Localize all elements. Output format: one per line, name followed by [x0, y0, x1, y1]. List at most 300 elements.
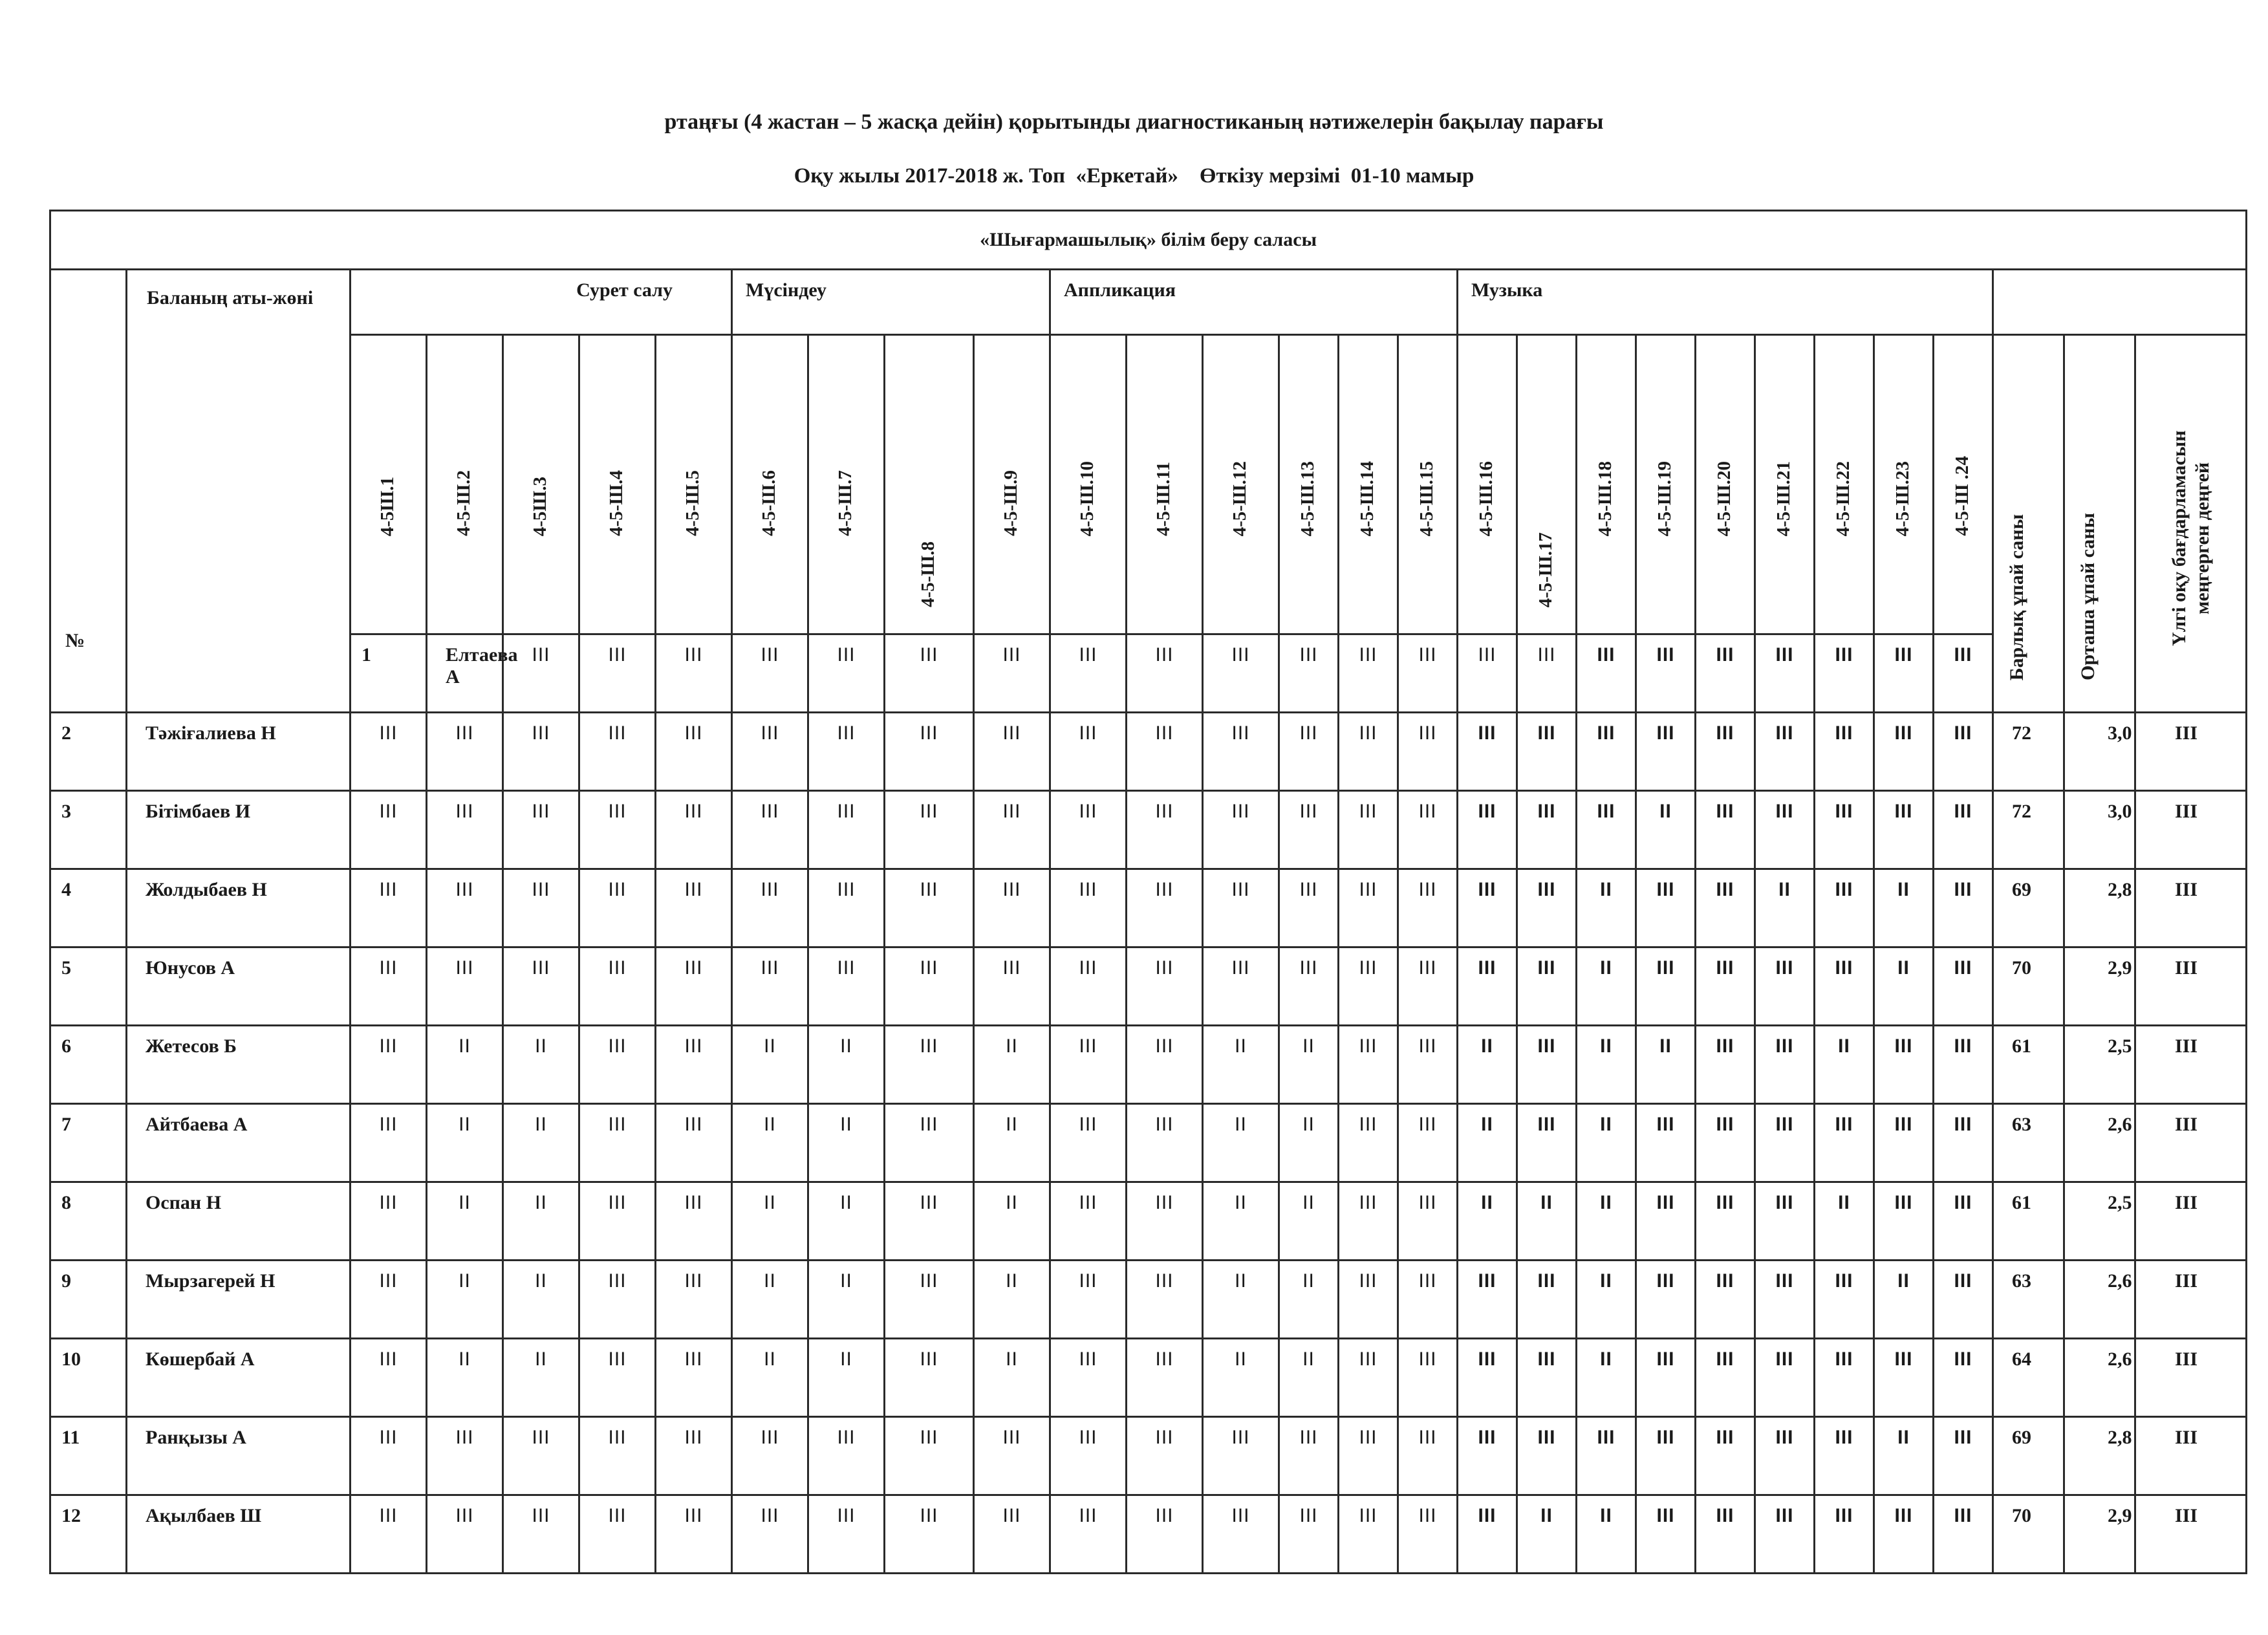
level-cell: II: [503, 1182, 579, 1261]
level-cell: III: [656, 713, 732, 791]
level-cell: II: [427, 1026, 503, 1104]
criterion-code-header: [427, 335, 503, 634]
level-cell: III: [1127, 869, 1203, 947]
level-cell: III: [1339, 1104, 1398, 1182]
total-score: 69: [1993, 1417, 2064, 1495]
level-cell: III: [1696, 713, 1755, 791]
level-cell: III: [1050, 1104, 1127, 1182]
level-cell: II: [1458, 1026, 1517, 1104]
level-cell: III: [1934, 1261, 1993, 1339]
level-cell: III: [1279, 634, 1339, 713]
criterion-code-header: [1517, 335, 1577, 634]
child-name: Ранқызы А: [127, 1417, 351, 1495]
level-cell: III: [1339, 869, 1398, 947]
total-score: 61: [1993, 1026, 2064, 1104]
level-cell: III: [1755, 791, 1815, 869]
level-cell: III: [1398, 1495, 1458, 1574]
level-cell: III: [1636, 869, 1696, 947]
criterion-code-header: [1050, 335, 1127, 634]
level-cell: III: [974, 791, 1050, 869]
name-header: Баланың аты-жөні: [127, 270, 351, 713]
level-cell: III: [1636, 634, 1696, 713]
level-cell: III: [1398, 791, 1458, 869]
criterion-code-header: [1339, 335, 1398, 634]
level-cell: III: [885, 713, 974, 791]
level-cell: II: [732, 1261, 808, 1339]
sheet-subtitle: Оқу жылы 2017-2018 ж. Топ «Еркетай» Өткізу мерзімі 01-10 мамыр: [794, 164, 1474, 188]
level-cell: II: [503, 1104, 579, 1182]
child-name: Жолдыбаев Н: [127, 869, 351, 947]
level-cell: II: [974, 1104, 1050, 1182]
level-cell: III: [1577, 791, 1636, 869]
average-score: 2,8: [2064, 1417, 2135, 1495]
level-cell: III: [1934, 947, 1993, 1026]
level-cell: III: [732, 634, 808, 713]
level-cell: III: [1279, 713, 1339, 791]
level-cell: III: [1127, 1495, 1203, 1574]
table-row: [50, 947, 2247, 1026]
level-cell: III: [1755, 1026, 1815, 1104]
total-score: 63: [1993, 1261, 2064, 1339]
row-number: 4: [50, 869, 127, 947]
level-cell: III: [579, 1261, 656, 1339]
child-name: Тәжіғалиева Н: [127, 713, 351, 791]
level-cell: III: [808, 713, 885, 791]
level-cell: II: [1577, 1495, 1636, 1574]
level-cell: III: [1339, 947, 1398, 1026]
criterion-code: 4-5-Ш.18: [1594, 460, 1615, 536]
level-cell: III: [1874, 1495, 1934, 1574]
row-number: 3: [50, 791, 127, 869]
row-number: 7: [50, 1104, 127, 1182]
average-score: 2,5: [2064, 1026, 2135, 1104]
level-cell: III: [1279, 869, 1339, 947]
level-cell: III: [351, 1182, 427, 1261]
level-cell: III: [732, 1495, 808, 1574]
level-cell: II: [974, 1026, 1050, 1104]
level-cell: III: [1050, 947, 1127, 1026]
average-score: 2,6: [2064, 1261, 2135, 1339]
level-cell: III: [1339, 791, 1398, 869]
criterion-code-header: [656, 335, 732, 634]
child-name: Көшербай А: [127, 1339, 351, 1417]
level-cell: III: [1203, 1417, 1279, 1495]
table-row: [50, 1104, 2247, 1182]
criterion-code: 4-5-Ш.9: [1000, 470, 1021, 536]
level-cell: III: [1458, 1417, 1517, 1495]
level-cell: II: [427, 1182, 503, 1261]
level-cell: III: [1934, 869, 1993, 947]
level-cell: III: [1815, 1104, 1874, 1182]
level-cell: II: [1517, 1182, 1577, 1261]
level-cell: III: [1398, 947, 1458, 1026]
level-cell: III: [885, 947, 974, 1026]
row-number: 8: [50, 1182, 127, 1261]
level-cell: III: [1279, 1417, 1339, 1495]
level-cell: III: [1577, 1417, 1636, 1495]
level-cell: III: [1050, 634, 1127, 713]
criterion-code: 4-5-Ш.13: [1297, 460, 1318, 536]
level-cell: III: [1755, 1417, 1815, 1495]
level-cell: III: [656, 1026, 732, 1104]
level-cell: III: [656, 947, 732, 1026]
level-cell: III: [1934, 1104, 1993, 1182]
level-cell: III: [1458, 1339, 1517, 1417]
level-cell: II: [1203, 1026, 1279, 1104]
level-cell: III: [1398, 1417, 1458, 1495]
level-cell: III: [885, 1182, 974, 1261]
group-header: Аппликация: [1050, 270, 1458, 335]
level-cell: III: [1815, 1495, 1874, 1574]
total-score: 70: [1993, 1495, 2064, 1574]
level-cell: III: [1458, 634, 1517, 713]
criterion-code-header: [1755, 335, 1815, 634]
level-cell: III: [1517, 791, 1577, 869]
level-cell: II: [1279, 1261, 1339, 1339]
criterion-code: 4-5Ш.3: [529, 476, 550, 536]
criterion-code-header: [1279, 335, 1339, 634]
table-row: [50, 1026, 2247, 1104]
level-cell: III: [427, 1417, 503, 1495]
level-cell: II: [1577, 1261, 1636, 1339]
level-cell: II: [1815, 1182, 1874, 1261]
child-name: Юнусов А: [127, 947, 351, 1026]
level-cell: III: [808, 869, 885, 947]
level-cell: III: [1050, 1339, 1127, 1417]
level-cell: III: [1755, 947, 1815, 1026]
level-cell: III: [656, 1339, 732, 1417]
level-cell: III: [579, 1417, 656, 1495]
level-cell: III: [351, 1261, 427, 1339]
level-cell: III: [1398, 869, 1458, 947]
level-cell: III: [1696, 1104, 1755, 1182]
row-number: 9: [50, 1261, 127, 1339]
mastery-level: III: [2135, 1182, 2247, 1261]
row-number: 11: [50, 1417, 127, 1495]
level-cell: III: [579, 1339, 656, 1417]
average-score: 2,8: [2064, 869, 2135, 947]
level-cell: III: [351, 1339, 427, 1417]
level-cell: III: [1398, 1104, 1458, 1182]
level-cell: III: [1339, 1182, 1398, 1261]
level-cell: III: [1203, 791, 1279, 869]
table-row: [50, 634, 2247, 713]
level-cell: II: [1815, 1026, 1874, 1104]
table-row: [50, 1339, 2247, 1417]
level-cell: III: [732, 713, 808, 791]
level-cell: III: [885, 869, 974, 947]
level-cell: II: [503, 1026, 579, 1104]
level-cell: III: [656, 1104, 732, 1182]
mastery-level: III: [2135, 791, 2247, 869]
level-cell: II: [1577, 1026, 1636, 1104]
level-cell: III: [1696, 1261, 1755, 1339]
level-cell: III: [1696, 791, 1755, 869]
level-cell: III: [885, 1417, 974, 1495]
level-cell: II: [1458, 1104, 1517, 1182]
criterion-code: 4-5-Ш.2: [453, 470, 474, 536]
level-cell: II: [974, 1182, 1050, 1261]
level-cell: III: [579, 791, 656, 869]
level-cell: III: [1815, 1417, 1874, 1495]
level-cell: III: [1517, 1104, 1577, 1182]
level-cell: III: [1127, 1261, 1203, 1339]
level-cell: III: [1050, 1495, 1127, 1574]
criterion-code: 4-5-Ш.22: [1832, 460, 1853, 536]
criterion-code-header: [351, 335, 427, 634]
criterion-code: 4-5-Ш.17: [1535, 532, 1556, 607]
level-cell: III: [1755, 634, 1815, 713]
level-cell: III: [732, 869, 808, 947]
table-row: [50, 1182, 2247, 1261]
summary-header: [1993, 335, 2064, 713]
criterion-code: 4-5-Ш.12: [1229, 460, 1250, 536]
level-cell: II: [427, 1104, 503, 1182]
criterion-code-header: [1203, 335, 1279, 634]
child-name: Елтаева А: [427, 634, 503, 713]
child-name: Ақылбаев Ш: [127, 1495, 351, 1574]
average-score: 2,6: [2064, 1339, 2135, 1417]
level-cell: III: [732, 947, 808, 1026]
level-cell: III: [503, 1417, 579, 1495]
level-cell: III: [427, 1495, 503, 1574]
level-cell: III: [1636, 1104, 1696, 1182]
level-cell: III: [1517, 869, 1577, 947]
level-cell: III: [1755, 1495, 1815, 1574]
level-cell: III: [1339, 1026, 1398, 1104]
level-cell: III: [974, 713, 1050, 791]
level-cell: III: [1696, 1339, 1755, 1417]
level-cell: III: [974, 947, 1050, 1026]
table-row: [50, 1495, 2247, 1574]
mastery-level: III: [2135, 1104, 2247, 1182]
average-score: 2,6: [2064, 1104, 2135, 1182]
level-cell: III: [656, 869, 732, 947]
level-cell: II: [1577, 1182, 1636, 1261]
level-cell: II: [974, 1339, 1050, 1417]
level-cell: III: [1815, 1261, 1874, 1339]
level-cell: III: [1339, 634, 1398, 713]
level-cell: III: [732, 791, 808, 869]
level-cell: III: [1934, 1339, 1993, 1417]
table-row: [50, 791, 2247, 869]
level-cell: III: [1755, 713, 1815, 791]
level-cell: III: [1874, 1104, 1934, 1182]
row-number: 1: [351, 634, 427, 713]
level-cell: III: [1636, 1261, 1696, 1339]
level-cell: II: [1755, 869, 1815, 947]
level-cell: III: [656, 1261, 732, 1339]
level-cell: II: [1203, 1339, 1279, 1417]
level-cell: III: [656, 1182, 732, 1261]
criterion-code: 4-5-Ш.16: [1475, 460, 1496, 536]
criterion-code: 4-5-Ш.14: [1356, 460, 1377, 536]
level-cell: III: [1339, 1495, 1398, 1574]
criterion-code: 4-5-Ш.20: [1713, 460, 1734, 536]
table-row: [50, 713, 2247, 791]
level-cell: II: [1577, 1339, 1636, 1417]
level-cell: III: [1696, 869, 1755, 947]
level-cell: III: [885, 1026, 974, 1104]
table-row: [50, 1417, 2247, 1495]
total-score: 69: [1993, 869, 2064, 947]
level-cell: II: [427, 1339, 503, 1417]
criterion-code: 4-5-Ш.21: [1773, 460, 1794, 536]
level-cell: III: [1815, 791, 1874, 869]
level-cell: III: [351, 1417, 427, 1495]
sheet-title: ртаңғы (4 жастан – 5 жасқа дейін) қорытынды диагностиканың нәтижелерін бақылау парағы: [664, 110, 1604, 134]
level-cell: II: [1203, 1182, 1279, 1261]
mastery-level: III: [2135, 1417, 2247, 1495]
level-cell: III: [1050, 1417, 1127, 1495]
level-cell: III: [1339, 1339, 1398, 1417]
criterion-code: 4-5-Ш.8: [917, 541, 938, 607]
mastery-level: III: [2135, 1261, 2247, 1339]
level-cell: III: [1874, 791, 1934, 869]
level-cell: III: [1517, 947, 1577, 1026]
level-cell: II: [1874, 1261, 1934, 1339]
level-cell: III: [885, 1495, 974, 1574]
level-cell: II: [808, 1339, 885, 1417]
level-cell: II: [1279, 1026, 1339, 1104]
level-cell: III: [579, 634, 656, 713]
child-name: Оспан Н: [127, 1182, 351, 1261]
level-cell: II: [1279, 1182, 1339, 1261]
criterion-code-header: [1577, 335, 1636, 634]
level-cell: III: [1050, 1182, 1127, 1261]
level-cell: III: [503, 1495, 579, 1574]
level-cell: III: [1874, 1182, 1934, 1261]
criterion-code-header: [579, 335, 656, 634]
level-cell: III: [1458, 1495, 1517, 1574]
level-cell: III: [1577, 713, 1636, 791]
level-cell: II: [1203, 1104, 1279, 1182]
criterion-code-header: [974, 335, 1050, 634]
level-cell: III: [1934, 634, 1993, 713]
level-cell: III: [1696, 1495, 1755, 1574]
criterion-code-header: [1934, 335, 1993, 634]
total-score: 61: [1993, 1182, 2064, 1261]
level-cell: III: [1339, 1261, 1398, 1339]
summary-header-text: Орташа ұпай саны: [2077, 512, 2099, 680]
level-cell: III: [1636, 713, 1696, 791]
level-cell: III: [1696, 1026, 1755, 1104]
group-header: Мүсіндеу: [732, 270, 1050, 335]
level-cell: II: [974, 1261, 1050, 1339]
level-cell: III: [1934, 791, 1993, 869]
level-cell: III: [1398, 1026, 1458, 1104]
level-cell: III: [351, 869, 427, 947]
level-cell: III: [974, 634, 1050, 713]
level-cell: III: [1398, 1182, 1458, 1261]
criterion-code-header: [1127, 335, 1203, 634]
level-cell: III: [1398, 713, 1458, 791]
level-cell: II: [1577, 947, 1636, 1026]
level-cell: III: [974, 1417, 1050, 1495]
level-cell: III: [1636, 1339, 1696, 1417]
criterion-code-header: [1696, 335, 1755, 634]
criterion-code: 4-5-Ш.19: [1654, 460, 1675, 536]
criterion-code: 4-5Ш.1: [376, 476, 398, 536]
criterion-code: 4-5-Ш.10: [1076, 460, 1097, 536]
level-cell: III: [656, 1495, 732, 1574]
criterion-code-header: [1636, 335, 1696, 634]
level-cell: III: [1339, 713, 1398, 791]
mastery-level: III: [2135, 1339, 2247, 1417]
level-cell: III: [1636, 1495, 1696, 1574]
level-cell: III: [1696, 1417, 1755, 1495]
level-cell: III: [1636, 947, 1696, 1026]
level-cell: III: [579, 1104, 656, 1182]
level-cell: III: [427, 791, 503, 869]
number-header: №: [50, 270, 127, 713]
table-row: [50, 1261, 2247, 1339]
level-cell: III: [808, 791, 885, 869]
average-score: 2,9: [2064, 1495, 2135, 1574]
level-cell: III: [885, 1261, 974, 1339]
criterion-code: 4-5-Ш.7: [834, 470, 856, 536]
summary-group-header: [1993, 270, 2247, 335]
level-cell: III: [1279, 947, 1339, 1026]
criterion-code-header: [808, 335, 885, 634]
row-number: 6: [50, 1026, 127, 1104]
criterion-code-header: [503, 335, 579, 634]
level-cell: III: [808, 1495, 885, 1574]
criterion-code: 4-5-Ш.15: [1416, 460, 1437, 536]
level-cell: III: [579, 1026, 656, 1104]
level-cell: III: [503, 634, 579, 713]
child-name: Жетесов Б: [127, 1026, 351, 1104]
level-cell: III: [1815, 947, 1874, 1026]
level-cell: III: [1127, 1182, 1203, 1261]
level-cell: III: [1458, 869, 1517, 947]
level-cell: II: [808, 1104, 885, 1182]
level-cell: II: [1636, 1026, 1696, 1104]
level-cell: III: [656, 791, 732, 869]
level-cell: III: [579, 947, 656, 1026]
level-cell: III: [351, 947, 427, 1026]
level-cell: III: [1874, 634, 1934, 713]
level-cell: III: [1398, 1339, 1458, 1417]
level-cell: III: [1577, 634, 1636, 713]
level-cell: III: [1934, 713, 1993, 791]
criterion-code-header: [1874, 335, 1934, 634]
level-cell: II: [808, 1182, 885, 1261]
level-cell: III: [1696, 1182, 1755, 1261]
criterion-code: 4-5-Ш.23: [1892, 460, 1913, 536]
level-cell: III: [808, 1417, 885, 1495]
level-cell: III: [1696, 634, 1755, 713]
mastery-level: III: [2135, 869, 2247, 947]
level-cell: III: [1636, 1182, 1696, 1261]
level-cell: III: [1279, 1495, 1339, 1574]
mastery-level: III: [2135, 713, 2247, 791]
level-cell: III: [1050, 869, 1127, 947]
level-cell: III: [1050, 791, 1127, 869]
mastery-level: III: [2135, 1495, 2247, 1574]
level-cell: III: [885, 1339, 974, 1417]
level-cell: III: [1127, 1026, 1203, 1104]
level-cell: III: [1458, 947, 1517, 1026]
level-cell: III: [1127, 791, 1203, 869]
level-cell: III: [579, 1495, 656, 1574]
level-cell: III: [1398, 1261, 1458, 1339]
level-cell: III: [503, 713, 579, 791]
level-cell: III: [579, 713, 656, 791]
level-cell: III: [1203, 1495, 1279, 1574]
level-cell: III: [427, 869, 503, 947]
level-cell: III: [1815, 1339, 1874, 1417]
